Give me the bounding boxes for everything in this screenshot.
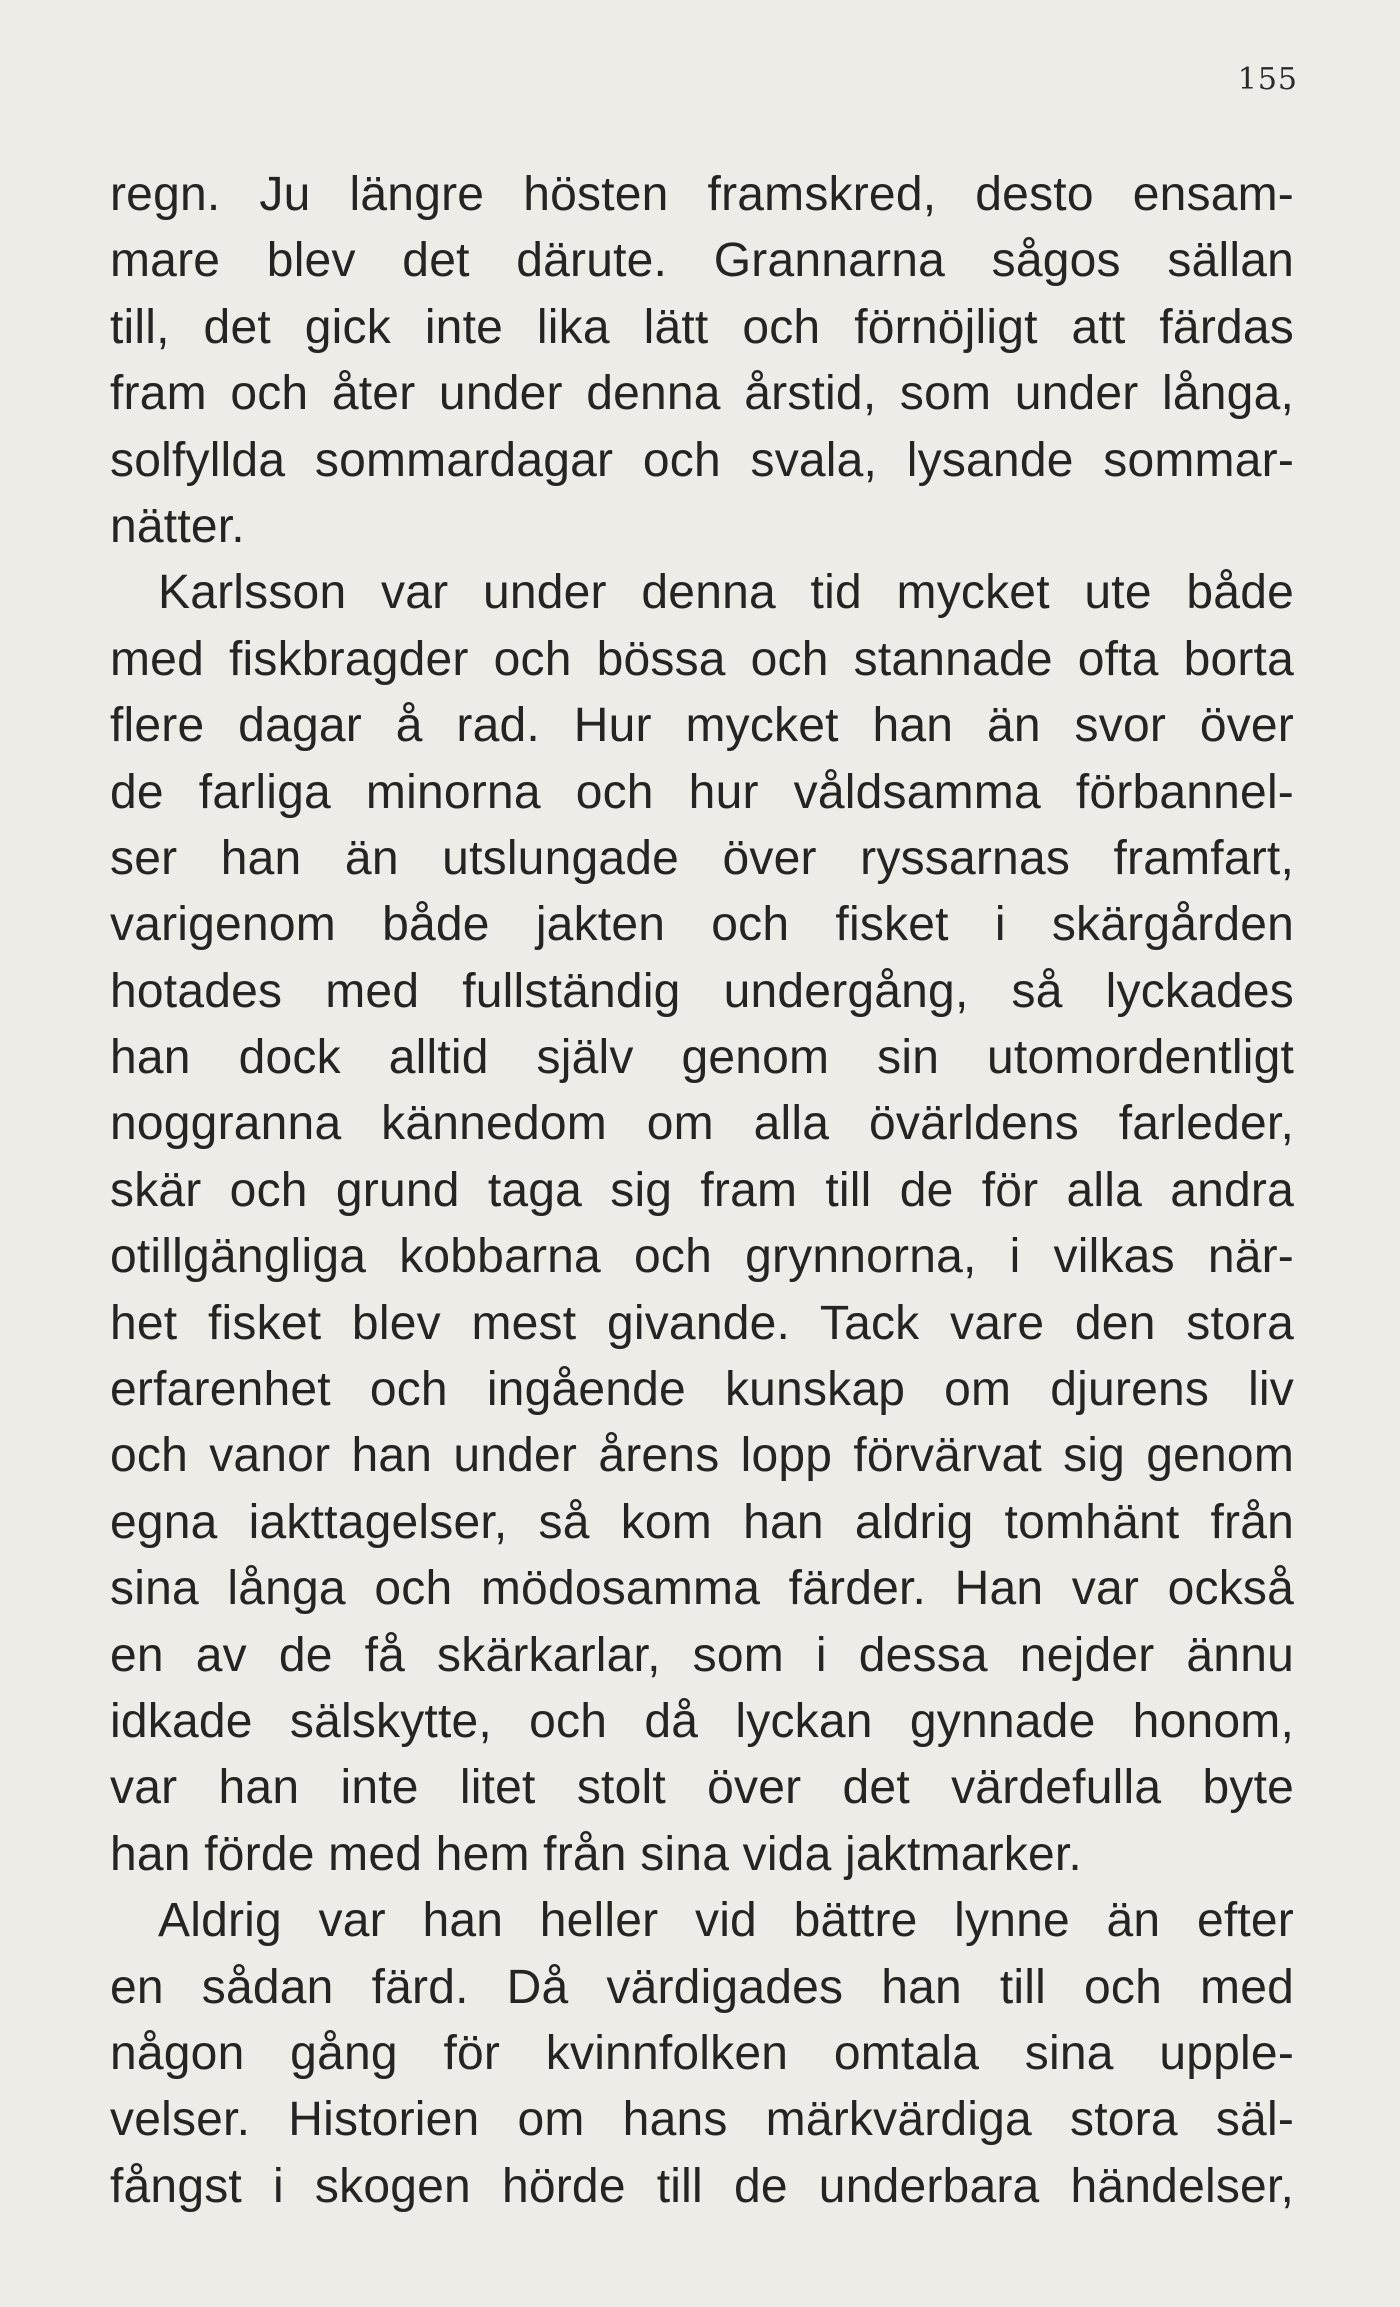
text-line: egna iakttagelser, så kom han aldrig tomhänt från	[110, 1495, 1294, 1549]
text-line: mare blev det därute. Grannarna sågos sällan	[110, 234, 1294, 288]
text-line: var han inte litet stolt över det värdefulla byte	[110, 1761, 1294, 1815]
text-line: med fiskbragder och bössa och stannade ofta borta	[110, 632, 1294, 686]
text-line: han förde med hem från sina vida jaktmarker.	[110, 1827, 1082, 1881]
text-line: någon gång för kvinnfolken omtala sina upple-	[110, 2026, 1294, 2080]
text-line: ser han än utslungade över ryssarnas framfart,	[110, 831, 1294, 885]
paragraph-start-line: Karlsson var under denna tid mycket ute både	[158, 566, 1294, 620]
text-line: noggranna kännedom om alla övärldens farleder,	[110, 1097, 1294, 1151]
text-line: en av de få skärkarlar, som i dessa nejder ännu	[110, 1628, 1294, 1682]
text-line: de farliga minorna och hur våldsamma förbannel-	[110, 765, 1294, 819]
text-line: het fisket blev mest givande. Tack vare den stora	[110, 1296, 1294, 1350]
text-line: idkade sälskytte, och då lyckan gynnade honom,	[110, 1694, 1294, 1748]
text-line: hotades med fullständig undergång, så lyckades	[110, 964, 1294, 1018]
text-line: solfyllda sommardagar och svala, lysande sommar-	[110, 433, 1294, 487]
text-line: otillgängliga kobbarna och grynnorna, i vilkas när-	[110, 1230, 1294, 1284]
text-line: till, det gick inte lika lätt och förnöjligt att färdas	[110, 300, 1294, 354]
text-line: velser. Historien om hans märkvärdiga stora säl-	[110, 2093, 1294, 2147]
text-line: fångst i skogen hörde till de underbara händelser,	[110, 2159, 1294, 2213]
text-line: fram och åter under denna årstid, som under långa,	[110, 367, 1294, 421]
text-line: han dock alltid själv genom sin utomordentligt	[110, 1031, 1294, 1085]
text-line: sina långa och mödosamma färder. Han var också	[110, 1562, 1294, 1616]
text-line: nätter.	[110, 499, 245, 553]
body-text	[110, 162, 1294, 2220]
paragraph-start-line: Aldrig var han heller vid bättre lynne än efter	[158, 1894, 1294, 1948]
text-line: och vanor han under årens lopp förvärvat sig genom	[110, 1429, 1294, 1483]
text-line: flere dagar å rad. Hur mycket han än svor över	[110, 699, 1294, 753]
text-line: varigenom både jakten och fisket i skärgården	[110, 898, 1294, 952]
page-number: 155	[1237, 62, 1298, 97]
text-line: regn. Ju längre hösten framskred, desto ensam-	[110, 168, 1294, 221]
text-line: skär och grund taga sig fram till de för alla andra	[110, 1163, 1294, 1217]
text-line: en sådan färd. Då värdigades han till och med	[110, 1960, 1294, 2014]
text-line: erfarenhet och ingående kunskap om djurens liv	[110, 1363, 1294, 1417]
